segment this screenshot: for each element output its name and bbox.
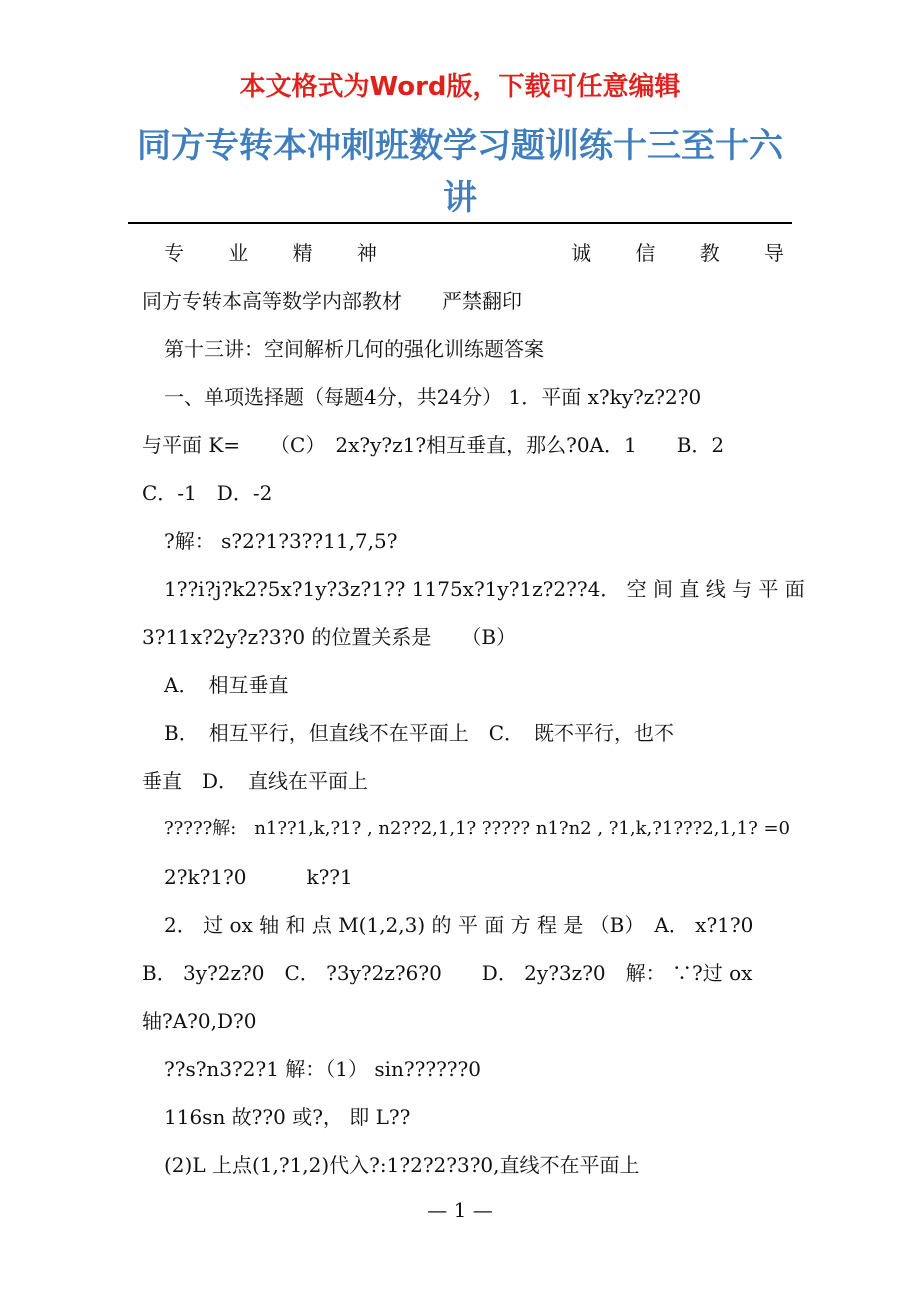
motto-char: 教 xyxy=(699,241,720,265)
text-line: 轴?A?0,D?0 xyxy=(142,1009,257,1033)
format-notice: 本文格式为Word版，下载可任意编辑 xyxy=(239,72,681,102)
text-line: ?解： s?2?1?3??11,7,5? xyxy=(164,529,398,553)
motto-char: 诚 xyxy=(571,241,592,265)
text-line: 一、单项选择题（每题4分，共24分） 1．平面 x?ky?z?2?0 xyxy=(164,385,702,409)
text-line: B． 3y?2z?0 C． ?3y?2z?6?0 D． 2y?3z?0 解： ∵?过 ox xyxy=(142,961,753,985)
motto-char: 信 xyxy=(635,241,656,265)
text-line: 与平面 K= （C） 2x?y?z1?相互垂直，那么?0A．1 B．2 xyxy=(142,433,725,457)
text-line: 3?11x?2y?z?3?0 的位置关系是 （B） xyxy=(142,625,517,649)
motto-char: 业 xyxy=(228,241,249,265)
text-line: ?????解: n1??1,k,?1? , n2??2,1,1? ????? n1?n2 , ?1,k,?1???2,1,1? =0 xyxy=(164,818,790,839)
text-line: 垂直 D． 直线在平面上 xyxy=(142,769,369,793)
section-heading: 第十三讲：空间解析几何的强化训练题答案 xyxy=(164,337,544,361)
text-line: 1??i?j?k2?5x?1y?3z?1?? 1175x?1y?1z?2??4． 空 间 直 线 与 平 面 xyxy=(164,577,805,601)
document-title: 同方专转本冲刺班数学习题训练十三至十六讲 xyxy=(137,126,783,218)
text-line: C．-1 D．-2 xyxy=(142,481,273,505)
text-line: 116sn 故??0 或?， 即 L?? xyxy=(164,1105,411,1129)
text-line: A． 相互垂直 xyxy=(164,673,289,697)
text-line: (2)L 上点(1,?1,2)代入?:1?2?2?3?0,直线不在平面上 xyxy=(164,1153,640,1177)
title-divider xyxy=(128,222,792,224)
page-number: — 1 — xyxy=(427,1198,493,1222)
text-line: 2?k?1?0 k??1 xyxy=(164,865,353,889)
text-line: B． 相互平行，但直线不在平面上 C． 既不平行，也不 xyxy=(164,721,674,745)
motto-char: 专 xyxy=(164,241,184,265)
motto-char: 导 xyxy=(763,241,784,265)
motto-char: 神 xyxy=(356,241,377,265)
text-line: 同方专转本高等数学内部教材 严禁翻印 xyxy=(142,289,522,313)
text-line: 2． 过 ox 轴 和 点 M(1,2,3) 的 平 面 方 程 是 （B） A． x?1?0 xyxy=(164,913,754,937)
motto-char: 精 xyxy=(292,241,313,265)
text-line: ??s?n3?2?1 解：（1） sin??????0 xyxy=(164,1057,481,1081)
motto-line xyxy=(142,238,784,268)
